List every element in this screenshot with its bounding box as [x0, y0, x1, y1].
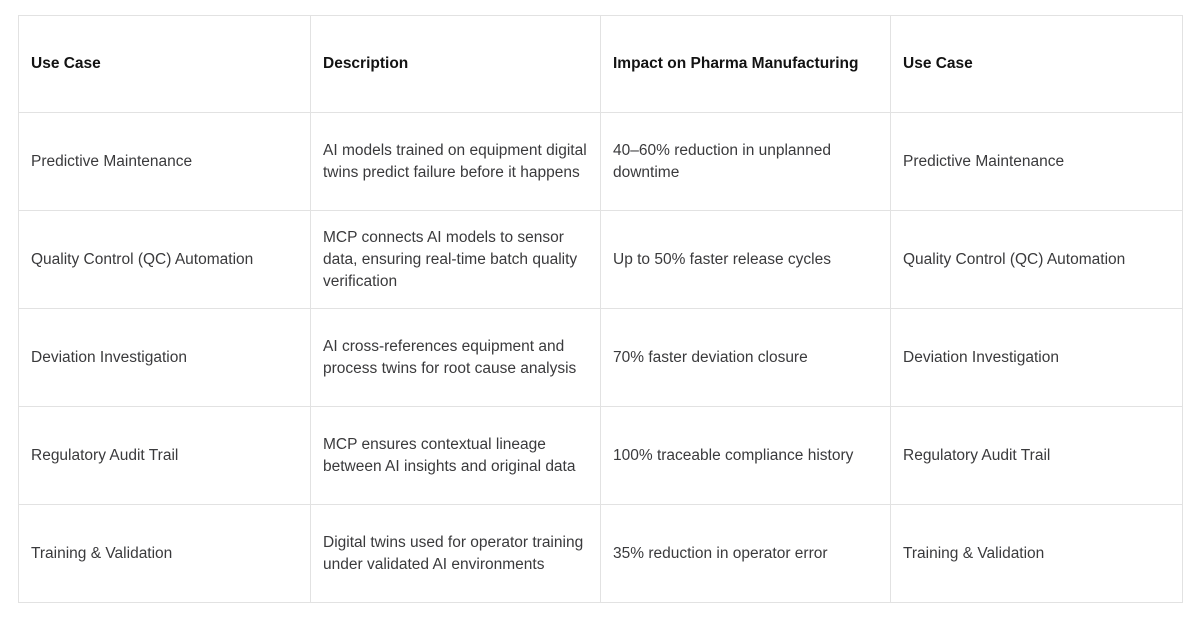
use-case-cell: Predictive Maintenance: [19, 113, 311, 211]
use-case-cell: Training & Validation: [19, 505, 311, 603]
impact-cell: 35% reduction in operator error: [601, 505, 891, 603]
description-cell: Digital twins used for operator training under validated AI environments: [311, 505, 601, 603]
table-row: [19, 211, 1183, 309]
table-row: [19, 407, 1183, 505]
impact-cell: Up to 50% faster release cycles: [601, 211, 891, 309]
use-case-cell-2: Training & Validation: [891, 505, 1183, 603]
use-case-impact-table: [18, 15, 1183, 603]
description-cell: MCP ensures contextual lineage between AI insights and original data: [311, 407, 601, 505]
use-case-cell: Regulatory Audit Trail: [19, 407, 311, 505]
impact-cell: 40–60% reduction in unplanned downtime: [601, 113, 891, 211]
table-row: [19, 309, 1183, 407]
use-case-cell-2: Predictive Maintenance: [891, 113, 1183, 211]
table-row: [19, 113, 1183, 211]
use-case-cell: Quality Control (QC) Automation: [19, 211, 311, 309]
description-cell: MCP connects AI models to sensor data, ensuring real-time batch quality verification: [311, 211, 601, 309]
use-case-cell: Deviation Investigation: [19, 309, 311, 407]
use-case-cell-2: Regulatory Audit Trail: [891, 407, 1183, 505]
impact-cell: 70% faster deviation closure: [601, 309, 891, 407]
use-case-cell-2: Deviation Investigation: [891, 309, 1183, 407]
column-header-use-case: Use Case: [19, 16, 311, 113]
description-cell: AI cross-references equipment and process twins for root cause analysis: [311, 309, 601, 407]
impact-cell: 100% traceable compliance history: [601, 407, 891, 505]
use-case-cell-2: Quality Control (QC) Automation: [891, 211, 1183, 309]
column-header-use-case-2: Use Case: [891, 16, 1183, 113]
description-cell: AI models trained on equipment digital twins predict failure before it happens: [311, 113, 601, 211]
column-header-impact: Impact on Pharma Manufacturing: [601, 16, 891, 113]
column-header-description: Description: [311, 16, 601, 113]
header-row: [19, 16, 1183, 113]
table-row: [19, 505, 1183, 603]
